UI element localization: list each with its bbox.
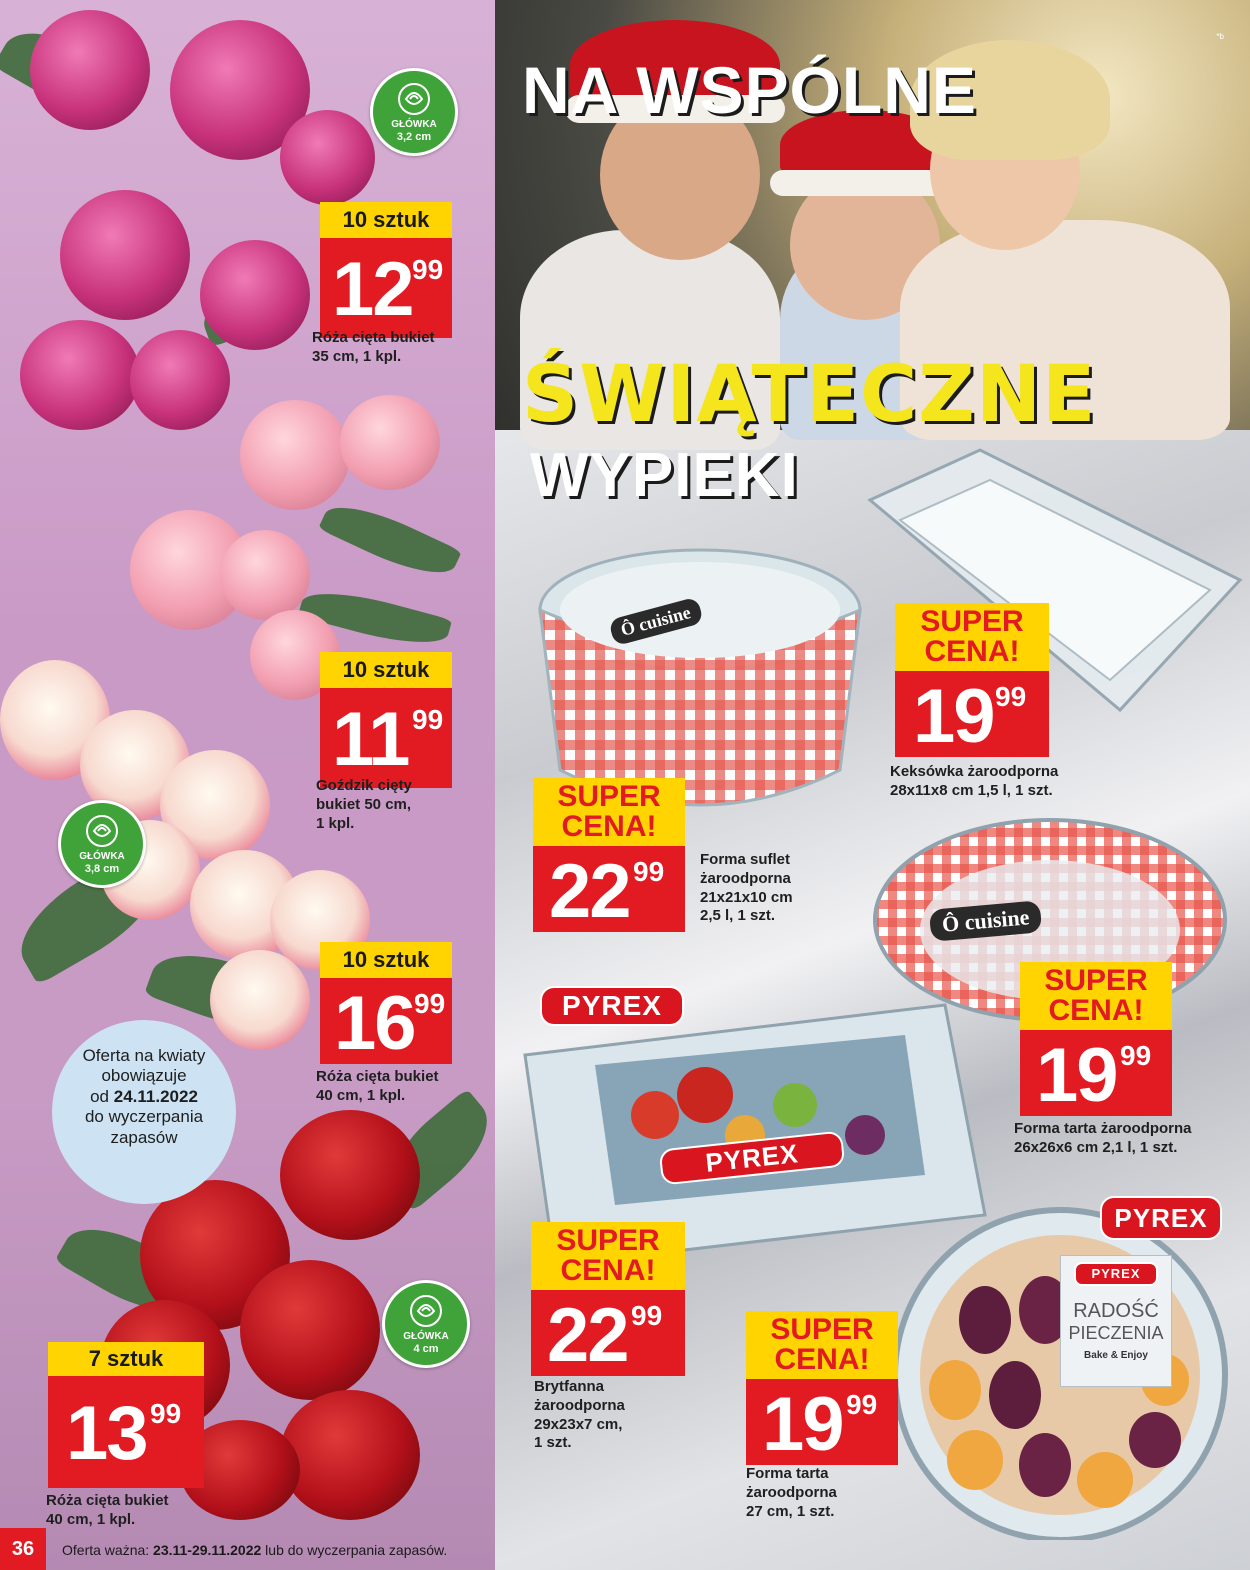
flower-description-3: Róża cięta bukiet 40 cm, 1 kpl. <box>316 1068 439 1104</box>
price-integer: 19 <box>1036 1033 1117 1118</box>
price-integer: 11 <box>332 697 409 782</box>
product-offer-souffle <box>533 778 685 932</box>
offer-line-2: obowiązuje <box>101 1066 187 1086</box>
badge-size: 4 cm <box>413 1343 439 1355</box>
page-number: 36 <box>0 1528 46 1570</box>
price-integer: 19 <box>762 1382 843 1467</box>
price-decimal: 99 <box>414 988 446 1019</box>
quantity-label: 7 sztuk <box>48 1342 204 1376</box>
price-box <box>533 846 685 932</box>
fruit-tart-image <box>875 1200 1235 1540</box>
price-box <box>320 978 452 1064</box>
price-decimal: 99 <box>150 1398 182 1429</box>
legal-mark: *b <box>1216 32 1224 41</box>
price-box <box>1020 1030 1172 1116</box>
price-box <box>746 1379 898 1465</box>
super-price-ribbon: SUPER CENA! <box>1020 962 1172 1030</box>
price-integer: 22 <box>549 849 630 934</box>
offer-line-3: od 24.11.2022 <box>90 1086 198 1106</box>
product-description-souffle: Forma suflet żaroodporna 21x21x10 cm 2,5 l, 1 szt. <box>700 851 793 925</box>
flower-offer-3 <box>320 942 452 1064</box>
price-decimal: 99 <box>631 1300 663 1331</box>
badge-label: GŁÓWKA <box>391 119 437 130</box>
flower-offer-notice <box>52 1020 236 1204</box>
product-offer-loaf-pan <box>895 603 1049 757</box>
badge-label: GŁÓWKA <box>79 851 125 862</box>
price-box <box>531 1290 685 1376</box>
headline-line2: ŚWIĄTECZNE <box>522 350 1097 440</box>
price-integer: 12 <box>332 247 413 332</box>
price-box <box>895 671 1049 757</box>
offer-line-1: Oferta na kwiaty <box>82 1046 206 1065</box>
price-decimal: 99 <box>412 254 444 285</box>
product-offer-tart-27 <box>746 1311 898 1465</box>
pyrex-logo-1: PYREX <box>540 986 684 1026</box>
validity-dates: 23.11-29.11.2022 <box>153 1542 262 1558</box>
pyrex-logo-3: PYREX <box>1100 1196 1222 1240</box>
ocuisine-logo-1: Ô cuisine <box>608 597 703 646</box>
rose-icon <box>81 813 123 849</box>
price-integer: 13 <box>66 1391 147 1476</box>
price-integer: 19 <box>913 674 994 759</box>
offer-validity: Oferta ważna: 23.11-29.11.2022 lub do wyczerpania zapasów. <box>62 1542 448 1558</box>
badge-size: 3,2 cm <box>396 131 432 143</box>
product-description-tart-26: Forma tarta żaroodporna 26x26x6 cm 2,1 l, 1 szt. <box>1014 1120 1192 1156</box>
head-size-badge-1 <box>370 68 458 156</box>
bake-enjoy: Bake & Enjoy <box>1084 1350 1148 1361</box>
product-description-tart-27: Forma tarta żaroodporna 27 cm, 1 szt. <box>746 1465 837 1520</box>
pie-title-1: RADOŚĆ <box>1073 1300 1159 1322</box>
price-decimal: 99 <box>412 704 444 735</box>
price-decimal: 99 <box>1120 1040 1152 1071</box>
price-integer: 22 <box>547 1293 628 1378</box>
quantity-label: 10 sztuk <box>320 202 452 238</box>
headline-line1: NA WSPÓLNE <box>522 53 977 127</box>
flower-offer-1 <box>320 202 452 338</box>
offer-line-5: zapasów <box>110 1127 178 1147</box>
super-price-ribbon: SUPER CENA! <box>895 603 1049 671</box>
head-size-badge-2 <box>58 800 146 888</box>
price-box <box>320 688 452 788</box>
product-offer-roasting-dish <box>531 1222 685 1376</box>
pyrex-logo-4: PYREX <box>1074 1262 1158 1286</box>
pyrex-logo-2: PYREX <box>659 1130 846 1185</box>
flower-offer-4 <box>48 1342 204 1488</box>
price-decimal: 99 <box>846 1389 878 1420</box>
price-box <box>48 1376 204 1488</box>
pyrex-label-card <box>1060 1255 1172 1387</box>
flower-offer-2 <box>320 652 452 788</box>
offer-date: 24.11.2022 <box>113 1086 198 1106</box>
badge-size: 3,8 cm <box>84 863 120 875</box>
flower-description-1: Róża cięta bukiet 35 cm, 1 kpl. <box>312 329 435 365</box>
flower-description-2: Goździk cięty bukiet 50 cm, 1 kpl. <box>316 777 412 832</box>
pie-title-2: PIECZENIA <box>1068 1323 1164 1343</box>
super-price-ribbon: SUPER CENA! <box>746 1311 898 1379</box>
product-description-roasting-dish: Brytfanna żaroodporna 29x23x7 cm, 1 szt. <box>534 1378 625 1452</box>
ocuisine-logo-2: Ô cuisine <box>929 900 1043 941</box>
product-offer-tart-26 <box>1020 962 1172 1116</box>
super-price-ribbon: SUPER CENA! <box>531 1222 685 1290</box>
price-integer: 16 <box>334 981 415 1066</box>
quantity-label: 10 sztuk <box>320 942 452 978</box>
price-box <box>320 238 452 338</box>
badge-label: GŁÓWKA <box>403 1331 449 1342</box>
price-decimal: 99 <box>995 681 1027 712</box>
headline-line3: WYPIEKI <box>530 441 799 510</box>
rose-icon <box>393 81 435 117</box>
product-description-loaf-pan: Keksówka żaroodporna 28x11x8 cm 1,5 l, 1 szt. <box>890 763 1059 799</box>
head-size-badge-3 <box>382 1280 470 1368</box>
quantity-label: 10 sztuk <box>320 652 452 688</box>
flower-description-4: Róża cięta bukiet 40 cm, 1 kpl. <box>46 1492 169 1528</box>
offer-line-4: do wyczerpania <box>84 1107 204 1127</box>
rose-icon <box>405 1293 447 1329</box>
super-price-ribbon: SUPER CENA! <box>533 778 685 846</box>
price-decimal: 99 <box>633 856 665 887</box>
